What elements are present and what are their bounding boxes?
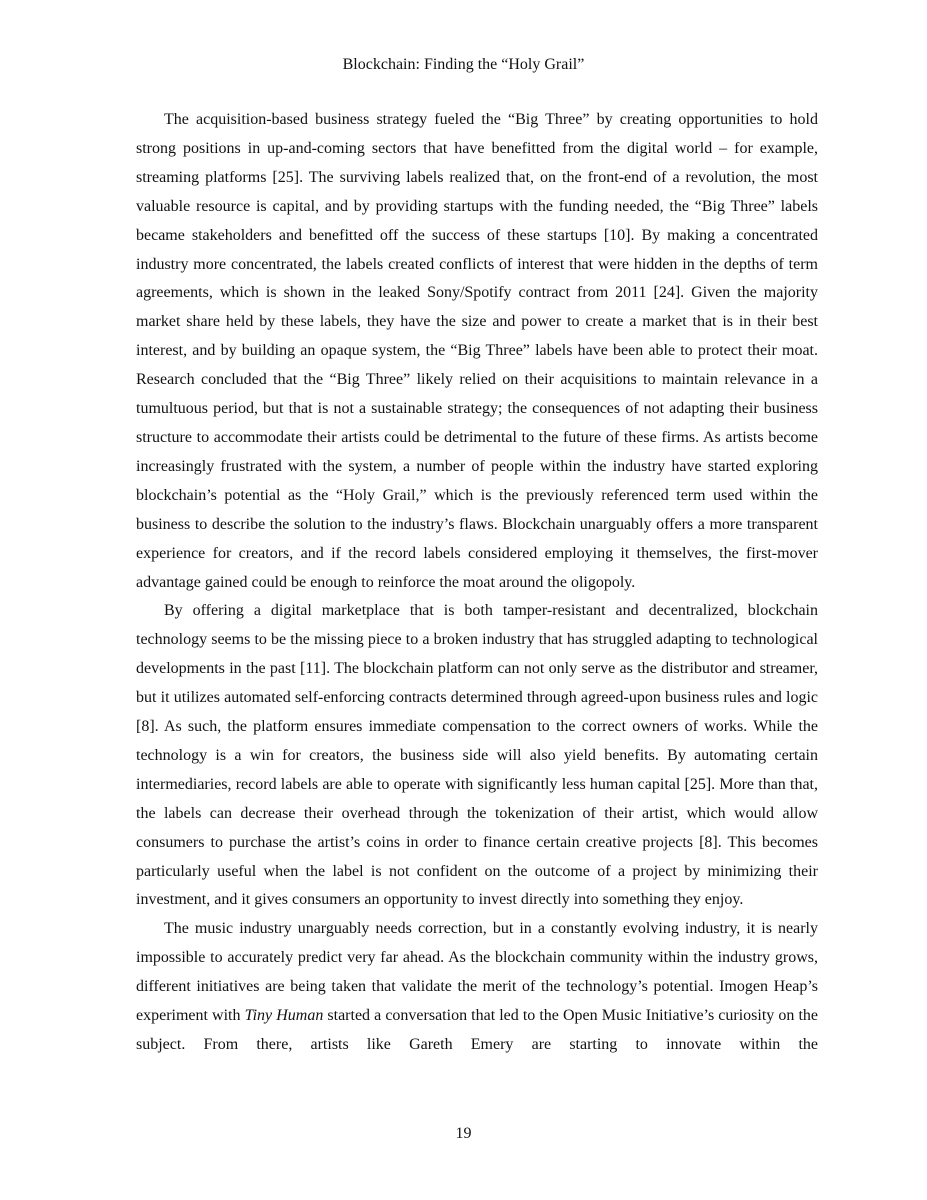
running-header-title: Blockchain: Finding the “Holy Grail”: [342, 56, 585, 73]
page-number: 19: [455, 1125, 472, 1142]
paragraph-3-italic-title: Tiny Human: [244, 1007, 324, 1025]
paragraph-2: By offering a digital marketplace that is both tamper-resistant and decentralized, blockchain technology seems to be the missing piece to a broken industry that has struggled adapting to technological developments in the past [11]. The blockchain platform can not only serve as the distributor and streamer, but it utilizes automated self-enforcing contracts determined through agreed-upon business rules and logic [8]. As such, the platform ensures immediate compensation to the correct owners of works. While the technology is a win for creators, the business side will also yield benefits. By automating certain intermediaries, record labels are able to operate with significantly less human capital [25]. More than that, the labels can decrease their overhead through the tokenization of their artist, which would allow consumers to purchase the artist’s coins in order to finance certain creative projects [8]. This becomes particularly useful when the label is not confident on the outcome of a project by minimizing their investment, and it gives consumers an opportunity to invest directly into something they enjoy.: [136, 602, 818, 909]
paragraph-3-text-before-italic: The music industry unarguably needs correction, but in a constantly evolving industry, it is nearly impossible to accurately predict very far ahead. As the blockchain community within the industry grows, different initiatives are being taken that validate the merit of the technology’s potential. Imogen Heap’s experiment with: [136, 920, 818, 1025]
body-text: [136, 106, 818, 1060]
paragraph-1: The acquisition-based business strategy fueled the “Big Three” by creating opportunities to hold strong positions in up-and-coming sectors that have benefitted from the digital world – for example, streaming platforms [25]. The surviving labels realized that, on the front-end of a revolution, the most valuable resource is capital, and by providing startups with the funding needed, the “Big Three” labels became stakeholders and benefitted off the success of these startups [10]. By making a concentrated industry more concentrated, the labels created conflicts of interest that were hidden in the depths of term agreements, which is shown in the leaked Sony/Spotify contract from 2011 [24]. Given the majority market share held by these labels, they have the size and power to create a market that is in their best interest, and by building an opaque system, the “Big Three” labels have been able to protect their moat. Research concluded that the “Big Three” likely relied on their acquisitions to maintain relevance in a tumultuous period, but that is not a sustainable strategy; the consequences of not adapting their business structure to accommodate their artists could be detrimental to the future of these firms. As artists become increasingly frustrated with the system, a number of people within the industry have started exploring blockchain’s potential as the “Holy Grail,” which is the previously referenced term used within the business to describe the solution to the industry’s flaws. Blockchain unarguably offers a more transparent experience for creators, and if the record labels considered employing it themselves, the first-mover advantage gained could be enough to reinforce the moat around the oligopoly.: [136, 111, 818, 591]
paragraph-3-text-after-italic: started a conversation that led to the Open Music Initiative’s curiosity on the subject. From there, artists like Gareth Emery are starting to innovate within the: [136, 1007, 818, 1053]
paragraph-3: [136, 915, 818, 1060]
